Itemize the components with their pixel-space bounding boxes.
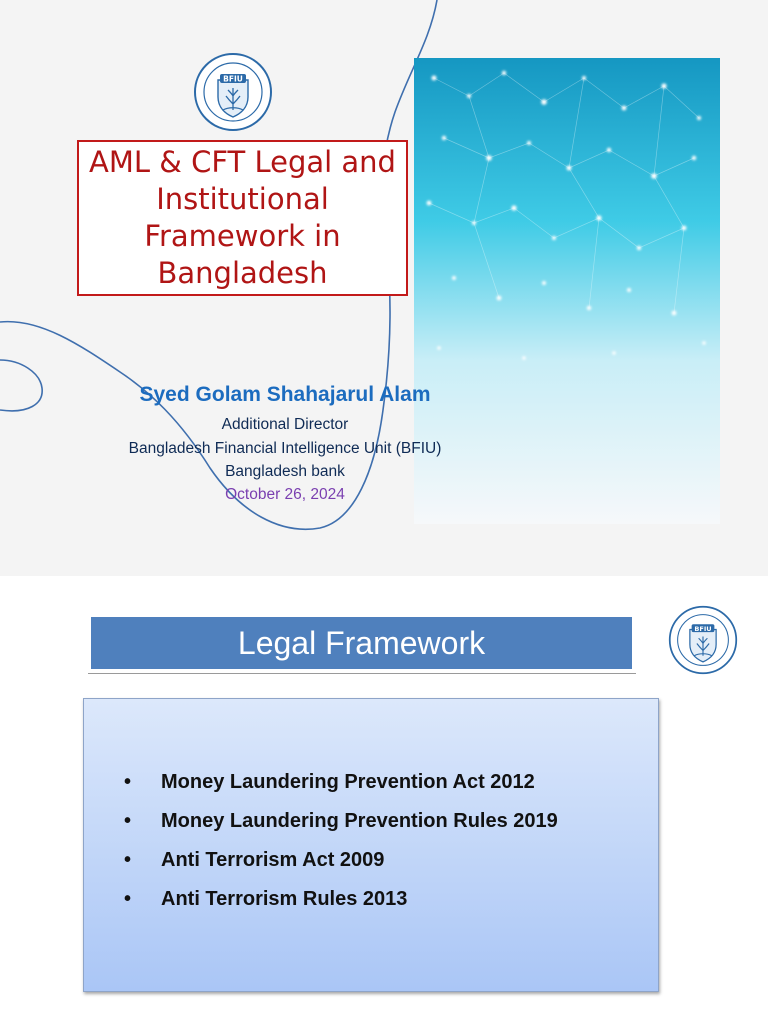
list-item: • Money Laundering Prevention Act 2012	[124, 771, 535, 793]
legal-framework-slide	[0, 580, 768, 1024]
svg-text:BFIU: BFIU	[694, 624, 712, 633]
list-item: • Anti Terrorism Act 2009	[124, 849, 385, 871]
slide-header: Legal Framework	[91, 617, 632, 669]
presenter-organization: Bangladesh Financial Intelligence Unit (BFIU)	[128, 440, 442, 457]
presentation-date: October 26, 2024	[225, 486, 345, 503]
legal-framework-list-box	[83, 698, 659, 992]
list-item: • Money Laundering Prevention Rules 2019	[124, 810, 558, 832]
bullet-icon: •	[124, 771, 132, 793]
bullet-icon: •	[124, 888, 132, 910]
bfiu-logo	[193, 52, 273, 132]
header-divider	[88, 673, 636, 674]
legal-framework-list	[124, 771, 558, 927]
bfiu-logo	[668, 605, 738, 675]
presenter-institution: Bangladesh bank	[225, 463, 345, 480]
svg-text:BFIU: BFIU	[223, 74, 243, 84]
presenter-name: Syed Golam Shahajarul Alam	[139, 383, 431, 406]
title-box	[77, 140, 408, 296]
bullet-icon: •	[124, 849, 132, 871]
presentation-title: AML & CFT Legal and Institutional Framework in Bangladesh	[89, 145, 396, 290]
presenter-position: Additional Director	[221, 416, 349, 433]
bullet-icon: •	[124, 810, 132, 832]
list-item: • Anti Terrorism Rules 2013	[124, 888, 408, 910]
